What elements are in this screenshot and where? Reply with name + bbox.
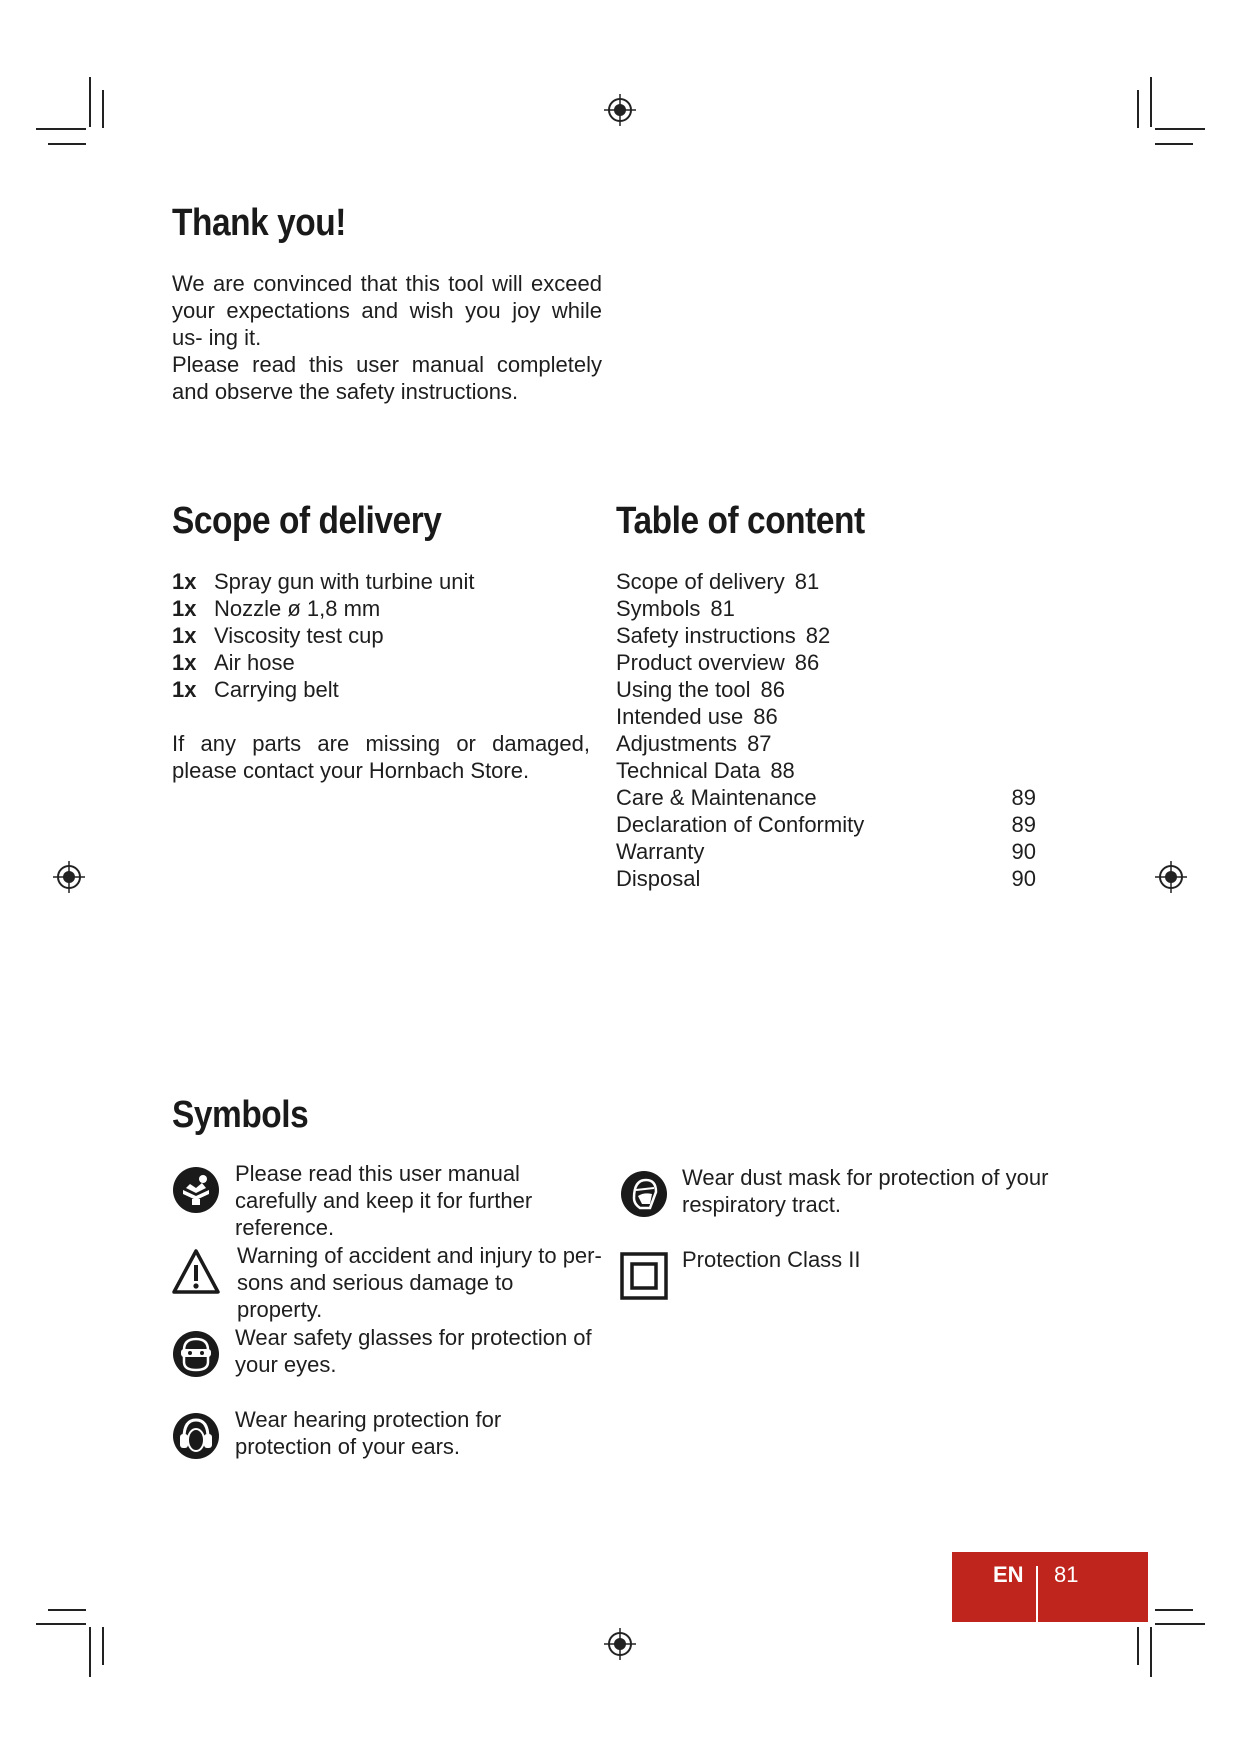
toc-page: 86: [753, 704, 778, 729]
thank-you-text: [172, 270, 602, 405]
toc-page: 86: [760, 677, 786, 702]
symbol-hearing-protection: [172, 1407, 602, 1466]
toc-entry[interactable]: [616, 865, 1036, 892]
symbol-text: Warning of accident and injury to per- sons and serious damage to property.: [237, 1243, 602, 1322]
toc-list: [616, 568, 1036, 892]
toc-label: Product overview: [616, 650, 785, 675]
toc-entry[interactable]: [616, 622, 1036, 649]
toc-page: 87: [747, 731, 772, 756]
toc-label: Adjustments: [616, 731, 738, 756]
item-qty: 1x: [172, 569, 197, 594]
toc-entry[interactable]: [616, 838, 1036, 865]
footer-divider: [1036, 1566, 1038, 1622]
language-code: EN: [993, 1562, 1024, 1587]
symbol-text: Wear dust mask for protection of your respiratory tract.: [682, 1165, 1049, 1217]
registration-mark-icon: [604, 94, 636, 126]
toc-label: Scope of delivery: [616, 569, 785, 594]
toc-label: Safety instructions: [616, 623, 796, 648]
toc-entry[interactable]: [616, 595, 1036, 622]
toc-page: 90: [1011, 839, 1036, 864]
toc-label: Declaration of Conformity: [616, 812, 865, 837]
symbol-text: Wear safety glasses for protection of your eyes.: [235, 1325, 592, 1377]
toc-page: 81: [710, 596, 735, 621]
symbol-text: Protection Class II: [682, 1247, 861, 1272]
toc-title: Table of content: [616, 500, 865, 542]
symbols-title: Symbols: [172, 1094, 309, 1136]
item-label: Carrying belt: [214, 677, 339, 702]
toc-entry[interactable]: [616, 649, 1036, 676]
symbol-protection-class-ii: [620, 1247, 1050, 1306]
hearing-protection-icon: [172, 1412, 220, 1460]
toc-page: 89: [1011, 785, 1036, 810]
toc-label: Care & Maintenance: [616, 785, 817, 810]
thank-you-title: Thank you!: [172, 202, 346, 244]
page-footer-tab: [952, 1552, 1148, 1622]
warning-triangle-icon: [172, 1248, 220, 1296]
toc-entry[interactable]: [616, 568, 1036, 595]
item-label: Air hose: [214, 650, 295, 675]
symbol-dust-mask: [620, 1165, 1050, 1224]
scope-list: [172, 568, 592, 703]
toc-entry[interactable]: [616, 784, 1036, 811]
toc-entry[interactable]: [616, 730, 1036, 757]
symbol-text: Wear hearing protection for protection of your ears.: [235, 1407, 502, 1459]
toc-page: 90: [1011, 866, 1036, 891]
thank-you-paragraph: Please read this user manual completely and observe the safety instructions.: [172, 352, 602, 404]
item-qty: 1x: [172, 623, 197, 648]
toc-entry[interactable]: [616, 703, 1036, 730]
protection-class-ii-icon: [620, 1252, 668, 1300]
toc-label: Symbols: [616, 596, 701, 621]
toc-label: Warranty: [616, 839, 705, 864]
symbol-read-manual: [172, 1161, 602, 1240]
item-qty: 1x: [172, 596, 197, 621]
thank-you-paragraph: We are convinced that this tool will exceed your expectations and wish you joy while us- ing it.: [172, 271, 602, 350]
symbol-text: Please read this user manual carefully and keep it for further reference.: [235, 1161, 533, 1240]
toc-page: 81: [794, 569, 820, 594]
registration-mark-icon: [1155, 861, 1187, 893]
item-label: Viscosity test cup: [214, 623, 384, 648]
list-item: [172, 649, 592, 676]
toc-page: 89: [1011, 812, 1036, 837]
item-qty: 1x: [172, 677, 197, 702]
item-qty: 1x: [172, 650, 197, 675]
symbol-safety-glasses: [172, 1325, 602, 1384]
toc-entry[interactable]: [616, 676, 1036, 703]
scope-note: If any parts are missing or damaged, please contact your Hornbach Store.: [172, 731, 590, 783]
registration-mark-icon: [53, 861, 85, 893]
list-item: [172, 568, 592, 595]
list-item: [172, 622, 592, 649]
dust-mask-icon: [620, 1170, 668, 1218]
registration-mark-icon: [604, 1628, 636, 1660]
toc-page: 88: [770, 758, 795, 783]
toc-page: 86: [794, 650, 820, 675]
toc-entry[interactable]: [616, 811, 1036, 838]
toc-entry[interactable]: [616, 757, 1036, 784]
item-label: Nozzle ø 1,8 mm: [214, 596, 381, 621]
read-manual-icon: [172, 1166, 220, 1214]
page-number: 81: [1054, 1562, 1079, 1587]
toc-page: 82: [805, 623, 831, 648]
toc-label: Intended use: [616, 704, 744, 729]
safety-glasses-icon: [172, 1330, 220, 1378]
toc-label: Technical Data: [616, 758, 761, 783]
toc-label: Disposal: [616, 866, 701, 891]
symbol-warning: [172, 1243, 602, 1322]
scope-title: Scope of delivery: [172, 500, 442, 542]
list-item: [172, 676, 592, 703]
list-item: [172, 595, 592, 622]
toc-label: Using the tool: [616, 677, 751, 702]
item-label: Spray gun with turbine unit: [214, 569, 475, 594]
